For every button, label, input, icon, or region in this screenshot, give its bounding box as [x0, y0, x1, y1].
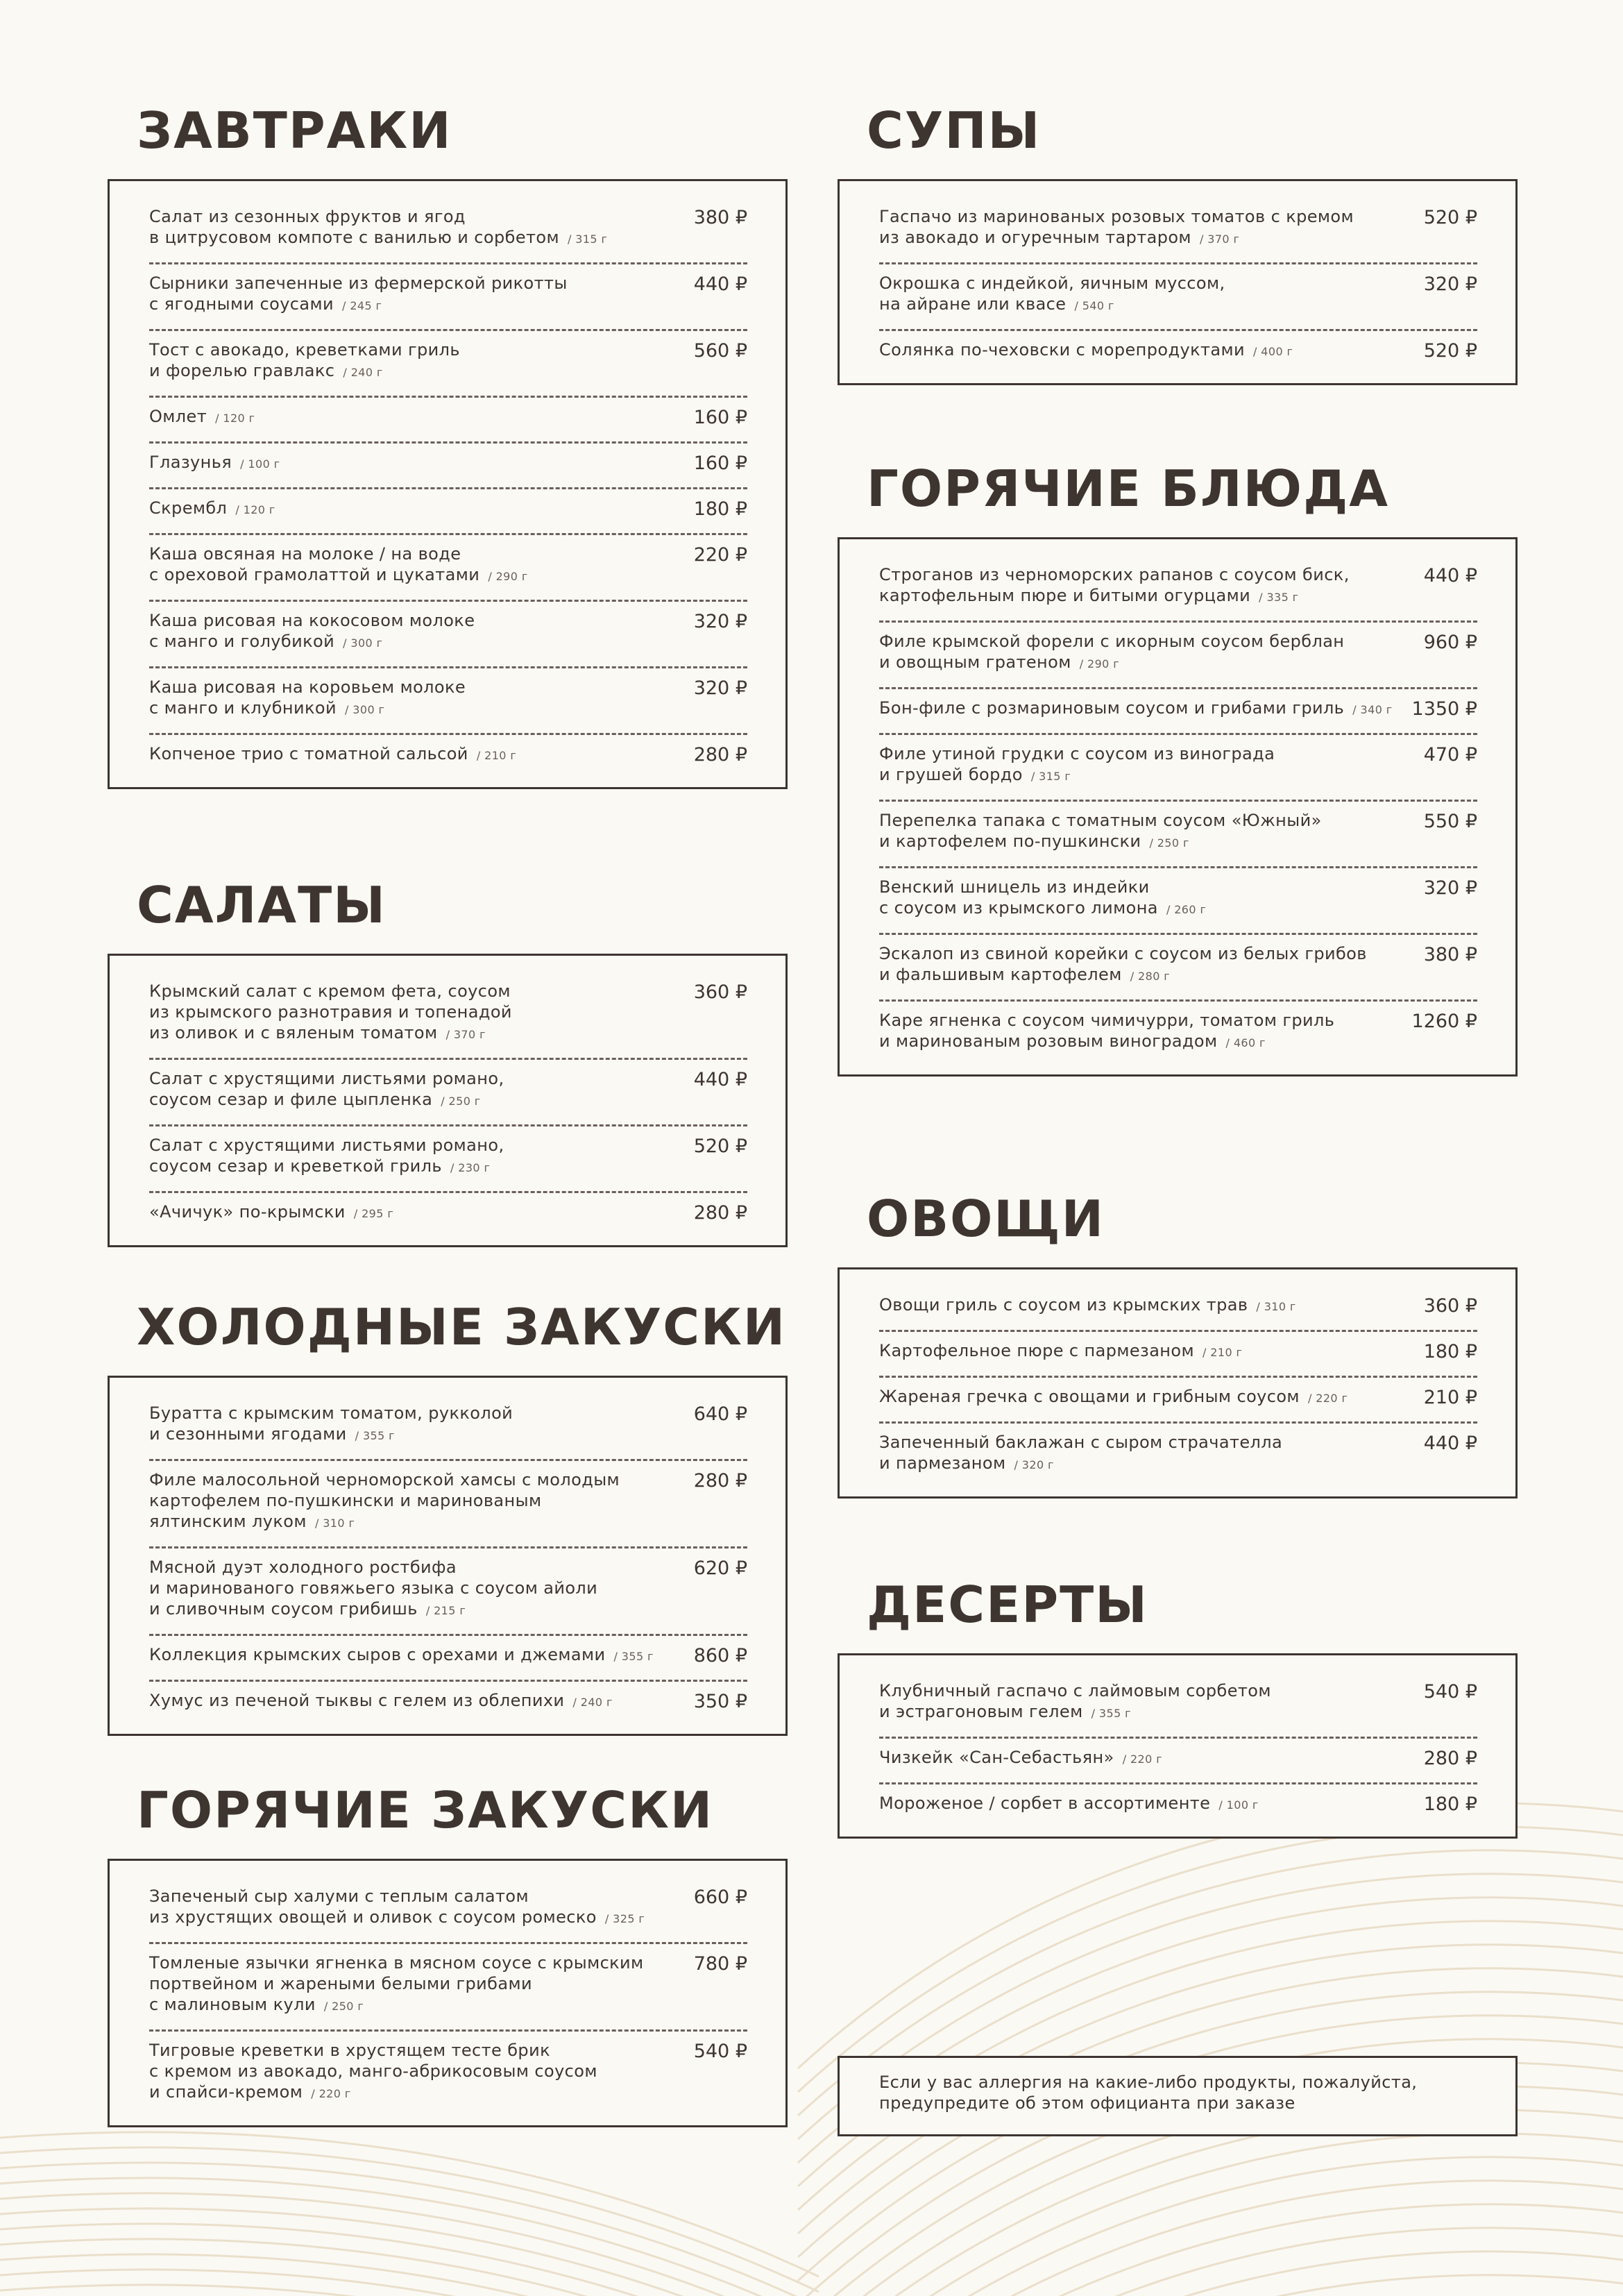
dish-weight: / 300 г	[343, 636, 383, 650]
menu-item-name	[879, 1386, 1348, 1409]
menu-item	[879, 198, 1477, 264]
dish-name: Эскалоп из свиной корейки с соусом из белых грибов и фальшивым картофелем	[879, 944, 1367, 984]
menu-item-name	[149, 677, 466, 720]
menu-item-name	[879, 810, 1322, 854]
dish-price: 380 ₽	[1423, 944, 1477, 965]
wave-line	[0, 2209, 819, 2296]
menu-item	[879, 1378, 1477, 1424]
menu-item-name	[879, 1010, 1334, 1054]
section-title: ХОЛОДНЫЕ ЗАКУСКИ	[137, 1298, 787, 1356]
dish-weight: / 460 г	[1225, 1036, 1266, 1049]
dish-name: Мясной дуэт холодного ростбифа и маринованого говяжьего языка с соусом айоли и сливочным соусом грибишь	[149, 1558, 598, 1619]
menu-item-name	[879, 877, 1206, 920]
dish-name: Филе утиной грудки с соусом из винограда и грушей бордо	[879, 744, 1275, 784]
menu-item	[149, 1060, 747, 1126]
dish-name: Коллекция крымских сыров с орехами и джемами	[149, 1645, 606, 1664]
dish-price: 280 ₽	[693, 1470, 747, 1492]
menu-item	[149, 398, 747, 444]
dish-weight: / 260 г	[1166, 903, 1207, 916]
menu-item	[149, 972, 747, 1060]
dish-name: Томленые язычки ягненка в мясном соусе с крымским портвейном и жареными белыми грибами с малиновым кули	[149, 1953, 644, 2014]
menu-item-name	[879, 698, 1393, 720]
dish-name: Буратта с крымским томатом, рукколой и сезонными ягодами	[149, 1403, 513, 1444]
menu-item-name	[149, 1135, 504, 1179]
menu-item-name	[879, 1747, 1162, 1770]
menu-item	[149, 1944, 747, 2032]
wave-line	[798, 2275, 1623, 2296]
menu-item	[149, 668, 747, 735]
menu-item-name	[879, 1793, 1259, 1816]
dish-name: Филе крымской форели с икорным соусом берблан и овощным гратеном	[879, 632, 1345, 672]
menu-item	[879, 1424, 1477, 1480]
dish-price: 180 ₽	[1423, 1793, 1477, 1815]
section-title: ОВОЩИ	[867, 1190, 1105, 1248]
section-ovoschi	[838, 1184, 1518, 1499]
dish-price: 320 ₽	[1423, 273, 1477, 295]
dish-price: 660 ₽	[693, 1886, 747, 1908]
wave-line	[0, 2178, 819, 2296]
menu-item-name	[149, 498, 275, 521]
section-title: САЛАТЫ	[137, 876, 386, 934]
dish-price: 1350 ₽	[1411, 698, 1477, 720]
dish-price: 320 ₽	[693, 677, 747, 699]
menu-item	[149, 1682, 747, 1717]
menu-item	[879, 735, 1477, 802]
dish-weight: / 540 г	[1074, 299, 1114, 312]
dish-name: Запеченный баклажан с сыром страчателла и пармезаном	[879, 1433, 1283, 1473]
dish-name: Солянка по-чеховски с морепродуктами	[879, 340, 1245, 360]
dish-price: 380 ₽	[693, 207, 747, 228]
menu-item-name	[149, 1886, 645, 1930]
wave-line	[0, 2163, 819, 2296]
menu-item-name	[149, 1557, 597, 1621]
dish-name: Глазунья	[149, 453, 232, 472]
dish-name: Филе малосольной черноморской хамсы с молодым картофелем по-пушкински и маринованым ялтинским луком	[149, 1470, 620, 1531]
menu-item	[149, 2032, 747, 2109]
dish-weight: / 250 г	[323, 2000, 364, 2013]
menu-item	[149, 444, 747, 489]
menu-item	[149, 264, 747, 331]
wave-line	[0, 2270, 819, 2296]
menu-item-name	[149, 1644, 654, 1667]
dish-price: 470 ₽	[1423, 744, 1477, 766]
menu-item	[879, 1332, 1477, 1378]
dish-name: Венский шницель из индейки с соусом из крымского лимона	[879, 877, 1158, 918]
dish-weight: / 220 г	[311, 2087, 351, 2100]
menu-item-name	[149, 339, 460, 383]
dish-price: 960 ₽	[1423, 632, 1477, 653]
menu-item	[149, 1461, 747, 1548]
dish-price: 440 ₽	[1423, 1433, 1477, 1454]
section-title: ГОРЯЧИЕ БЛЮДА	[867, 459, 1390, 518]
wave-line	[0, 2224, 819, 2296]
section-salaty	[108, 870, 788, 1247]
menu-item	[149, 1548, 747, 1636]
dish-price: 520 ₽	[1423, 207, 1477, 228]
dish-price: 860 ₽	[693, 1645, 747, 1666]
wave-line	[798, 2181, 1623, 2296]
menu-item-name	[149, 1952, 644, 2017]
dish-weight: / 230 г	[450, 1161, 491, 1174]
dish-price: 540 ₽	[1423, 1681, 1477, 1703]
dish-name: Перепелка тапака с томатным соусом «Южный» и картофелем по-пушкински	[879, 811, 1322, 851]
wave-line	[0, 2132, 819, 2277]
menu-item	[149, 1394, 747, 1461]
dish-name: Салат с хрустящими листьями романо, соусом сезар и креветкой гриль	[149, 1136, 504, 1176]
dish-price: 440 ₽	[693, 273, 747, 295]
dish-weight: / 290 г	[1079, 657, 1120, 670]
menu-item	[879, 623, 1477, 689]
dish-price: 1260 ₽	[1411, 1011, 1477, 1032]
dish-name: Бон-филе с розмариновым соусом и грибами гриль	[879, 698, 1345, 718]
dish-price: 180 ₽	[1423, 1341, 1477, 1362]
section-title: ДЕСЕРТЫ	[867, 1576, 1148, 1634]
menu-box	[108, 1376, 788, 1736]
wave-line	[798, 2228, 1623, 2296]
section-title: ЗАВТРАКИ	[137, 101, 452, 160]
menu-item-name	[879, 743, 1275, 787]
menu-box	[108, 954, 788, 1247]
dish-name: Овощи гриль с соусом из крымских трав	[879, 1295, 1248, 1315]
menu-item-name	[149, 452, 280, 475]
menu-item-name	[149, 1469, 620, 1534]
dish-weight: / 100 г	[240, 457, 280, 471]
dish-price: 280 ₽	[693, 744, 747, 766]
dish-weight: / 355 г	[1091, 1707, 1131, 1720]
wave-line	[798, 1921, 1623, 2186]
dish-name: Салат с хрустящими листьями романо, соусом сезар и филе цыпленка	[149, 1069, 504, 1109]
dish-weight: / 120 г	[215, 412, 255, 425]
dish-name: Строганов из черноморских рапанов с соусом биск, картофельным пюре и битыми огурцами	[879, 565, 1350, 605]
dish-name: Каша рисовая на кокосовом молоке с манго и голубикой	[149, 611, 475, 651]
dish-price: 440 ₽	[693, 1069, 747, 1090]
menu-item	[879, 556, 1477, 623]
menu-item	[879, 264, 1477, 331]
menu-item	[149, 1126, 747, 1193]
menu-item-name	[149, 610, 475, 654]
menu-item	[879, 868, 1477, 935]
allergy-note: Если у вас аллергия на какие-либо продукты, пожалуйста, предупредите об этом официанта при заказе	[838, 2056, 1518, 2136]
menu-item	[149, 735, 747, 770]
dish-weight: / 290 г	[488, 570, 528, 583]
dish-name: Чизкейк «Сан-Себастьян»	[879, 1748, 1114, 1767]
dish-weight: / 340 г	[1352, 703, 1393, 716]
section-deserty	[838, 1570, 1518, 1839]
dish-price: 780 ₽	[693, 1953, 747, 1975]
section-title: СУПЫ	[867, 101, 1042, 160]
dish-name: Запеченый сыр халуми с теплым салатом из хрустящих овощей и оливок с соусом ромеско	[149, 1886, 597, 1927]
dish-weight: / 325 г	[604, 1912, 645, 1925]
wave-line	[798, 2110, 1623, 2296]
menu-item-name	[879, 631, 1344, 675]
dish-weight: / 300 г	[345, 703, 385, 716]
dish-name: Картофельное пюре с пармезаном	[879, 1341, 1194, 1360]
dish-weight: / 315 г	[1030, 770, 1071, 783]
wave-line	[798, 2204, 1623, 2296]
wave-line	[798, 1827, 1623, 2092]
dish-name: Салат из сезонных фруктов и ягод в цитрусовом компоте с ванилью и сорбетом	[149, 207, 559, 247]
dish-weight: / 320 г	[1014, 1458, 1054, 1471]
menu-item-name	[879, 943, 1367, 987]
section-goryachie-blyuda	[838, 454, 1518, 1077]
dish-weight: / 240 г	[572, 1696, 613, 1709]
dish-weight: / 370 г	[1199, 233, 1240, 246]
section-goryachie-zakuski	[108, 1775, 788, 2127]
dish-weight: / 355 г	[355, 1429, 395, 1442]
section-zavtraki	[108, 96, 788, 789]
menu-item	[879, 1286, 1477, 1332]
dish-name: Копченое трио с томатной сальсой	[149, 744, 468, 763]
menu-item-name	[149, 1690, 613, 1713]
dish-weight: / 210 г	[476, 749, 517, 762]
dish-price: 540 ₽	[693, 2041, 747, 2062]
dish-weight: / 400 г	[1253, 345, 1293, 358]
menu-box	[108, 1859, 788, 2127]
menu-box	[838, 537, 1518, 1077]
menu-item-name	[149, 1403, 513, 1446]
dish-name: Каша овсяная на молоке / на воде с ореховой грамолаттой и цукатами	[149, 544, 480, 584]
dish-weight: / 215 г	[425, 1604, 466, 1617]
dish-weight: / 310 г	[1256, 1300, 1296, 1313]
menu-item	[879, 1784, 1477, 1820]
dish-name: «Ачичук» по-крымски	[149, 1202, 346, 1222]
dish-name: Омлет	[149, 407, 207, 426]
dish-weight: / 100 г	[1218, 1798, 1259, 1812]
dish-name: Каре ягненка с соусом чимичурри, томатом гриль и маринованым розовым виноградом	[879, 1011, 1335, 1051]
menu-item-name	[879, 206, 1354, 250]
dish-price: 320 ₽	[1423, 877, 1477, 899]
menu-item-name	[149, 1201, 393, 1224]
menu-item-name	[149, 273, 568, 316]
dish-price: 640 ₽	[693, 1403, 747, 1425]
menu-item-name	[149, 406, 255, 429]
menu-item-name	[149, 2040, 597, 2104]
dish-price: 620 ₽	[693, 1558, 747, 1579]
dish-name: Гаспачо из маринованых розовых томатов с кремом из авокадо и огуречным тартаром	[879, 207, 1354, 247]
menu-item-name	[149, 743, 516, 766]
dish-weight: / 335 г	[1259, 591, 1299, 604]
dish-weight: / 310 г	[314, 1517, 355, 1530]
menu-item	[879, 1672, 1477, 1739]
dish-name: Окрошка с индейкой, яичным муссом, на айране или квасе	[879, 273, 1225, 314]
menu-box	[838, 179, 1518, 385]
dish-price: 520 ₽	[1423, 340, 1477, 362]
menu-item	[149, 602, 747, 668]
dish-weight: / 245 г	[342, 299, 382, 312]
dish-price: 440 ₽	[1423, 565, 1477, 586]
menu-item-name	[879, 273, 1225, 316]
dish-price: 360 ₽	[693, 981, 747, 1003]
menu-item-name	[879, 1340, 1242, 1363]
menu-item	[149, 1877, 747, 1944]
wave-line	[0, 2193, 819, 2296]
menu-box	[108, 179, 788, 789]
dish-name: Хумус из печеной тыквы с гелем из облепихи	[149, 1691, 565, 1710]
dish-price: 160 ₽	[693, 453, 747, 474]
dish-price: 520 ₽	[693, 1136, 747, 1157]
menu-item-name	[149, 981, 512, 1045]
menu-item	[879, 689, 1477, 735]
menu-item-name	[879, 564, 1350, 608]
dish-weight: / 220 г	[1307, 1392, 1348, 1405]
dish-price: 560 ₽	[693, 340, 747, 362]
dish-weight: / 210 г	[1203, 1346, 1243, 1359]
menu-item	[149, 1636, 747, 1682]
section-supy	[838, 96, 1518, 385]
dish-price: 320 ₽	[693, 611, 747, 632]
menu-item	[879, 802, 1477, 868]
dish-weight: / 220 г	[1122, 1753, 1163, 1766]
menu-box	[838, 1267, 1518, 1499]
menu-item	[149, 1193, 747, 1229]
dish-name: Тигровые креветки в хрустящем тесте брик с кремом из авокадо, манго-абрикосовым соусом и спайси-кремом	[149, 2041, 597, 2102]
dish-price: 210 ₽	[1423, 1387, 1477, 1408]
dish-weight: / 370 г	[445, 1028, 486, 1041]
dish-price: 550 ₽	[1423, 811, 1477, 832]
dish-weight: / 250 г	[1149, 836, 1189, 850]
dish-weight: / 120 г	[235, 503, 275, 516]
dish-price: 280 ₽	[1423, 1748, 1477, 1769]
menu-item-name	[149, 1068, 504, 1112]
dish-weight: / 280 г	[1130, 970, 1171, 983]
wave-line	[798, 1803, 1623, 2068]
wave-line	[798, 2157, 1623, 2296]
menu-item	[149, 535, 747, 602]
wave-line	[0, 2147, 819, 2292]
wave-line	[0, 2285, 819, 2296]
dish-weight: / 295 г	[353, 1207, 394, 1220]
dish-name: Сырники запеченные из фермерской рикотты с ягодными соусами	[149, 273, 568, 314]
menu-item-name	[879, 1294, 1296, 1317]
dish-name: Каша рисовая на коровьем молоке с манго и клубникой	[149, 677, 466, 718]
dish-weight: / 240 г	[343, 366, 383, 379]
menu-item	[879, 1739, 1477, 1784]
dish-price: 360 ₽	[1423, 1295, 1477, 1317]
menu-item	[149, 198, 747, 264]
section-holodnye-zakuski	[108, 1292, 788, 1736]
menu-item	[879, 935, 1477, 1002]
menu-item-name	[879, 339, 1293, 362]
menu-item-name	[149, 206, 607, 250]
dish-name: Крымский салат с кремом фета, соусом из крымского разнотравия и топенадой из оливок и с вяленым томатом	[149, 981, 512, 1043]
wave-line	[798, 2134, 1623, 2296]
dish-price: 280 ₽	[693, 1202, 747, 1224]
dish-weight: / 315 г	[568, 233, 608, 246]
menu-item	[149, 489, 747, 535]
section-title: ГОРЯЧИЕ ЗАКУСКИ	[137, 1781, 714, 1839]
menu-item	[149, 331, 747, 398]
dish-weight: / 250 г	[441, 1095, 481, 1108]
dish-price: 160 ₽	[693, 407, 747, 428]
dish-name: Мороженое / сорбет в ассортименте	[879, 1793, 1211, 1813]
menu-item-name	[879, 1432, 1282, 1476]
dish-weight: / 355 г	[613, 1650, 654, 1663]
dish-name: Скрембл	[149, 498, 228, 518]
dish-name: Жареная гречка с овощами и грибным соусом	[879, 1387, 1300, 1406]
dish-price: 350 ₽	[693, 1691, 747, 1712]
menu-item	[879, 331, 1477, 366]
dish-name: Клубничный гаспачо с лаймовым сорбетом и эстрагоновым гелем	[879, 1681, 1271, 1721]
wave-line	[0, 2254, 819, 2296]
dish-name: Тост с авокадо, креветками гриль и форелью гравлакс	[149, 340, 460, 380]
wave-line	[798, 2252, 1623, 2296]
menu-item-name	[149, 543, 528, 587]
wave-line	[0, 2239, 819, 2296]
menu-item-name	[879, 1680, 1271, 1724]
menu-item	[879, 1002, 1477, 1058]
dish-price: 180 ₽	[693, 498, 747, 520]
menu-box	[838, 1653, 1518, 1839]
dish-price: 220 ₽	[693, 544, 747, 566]
